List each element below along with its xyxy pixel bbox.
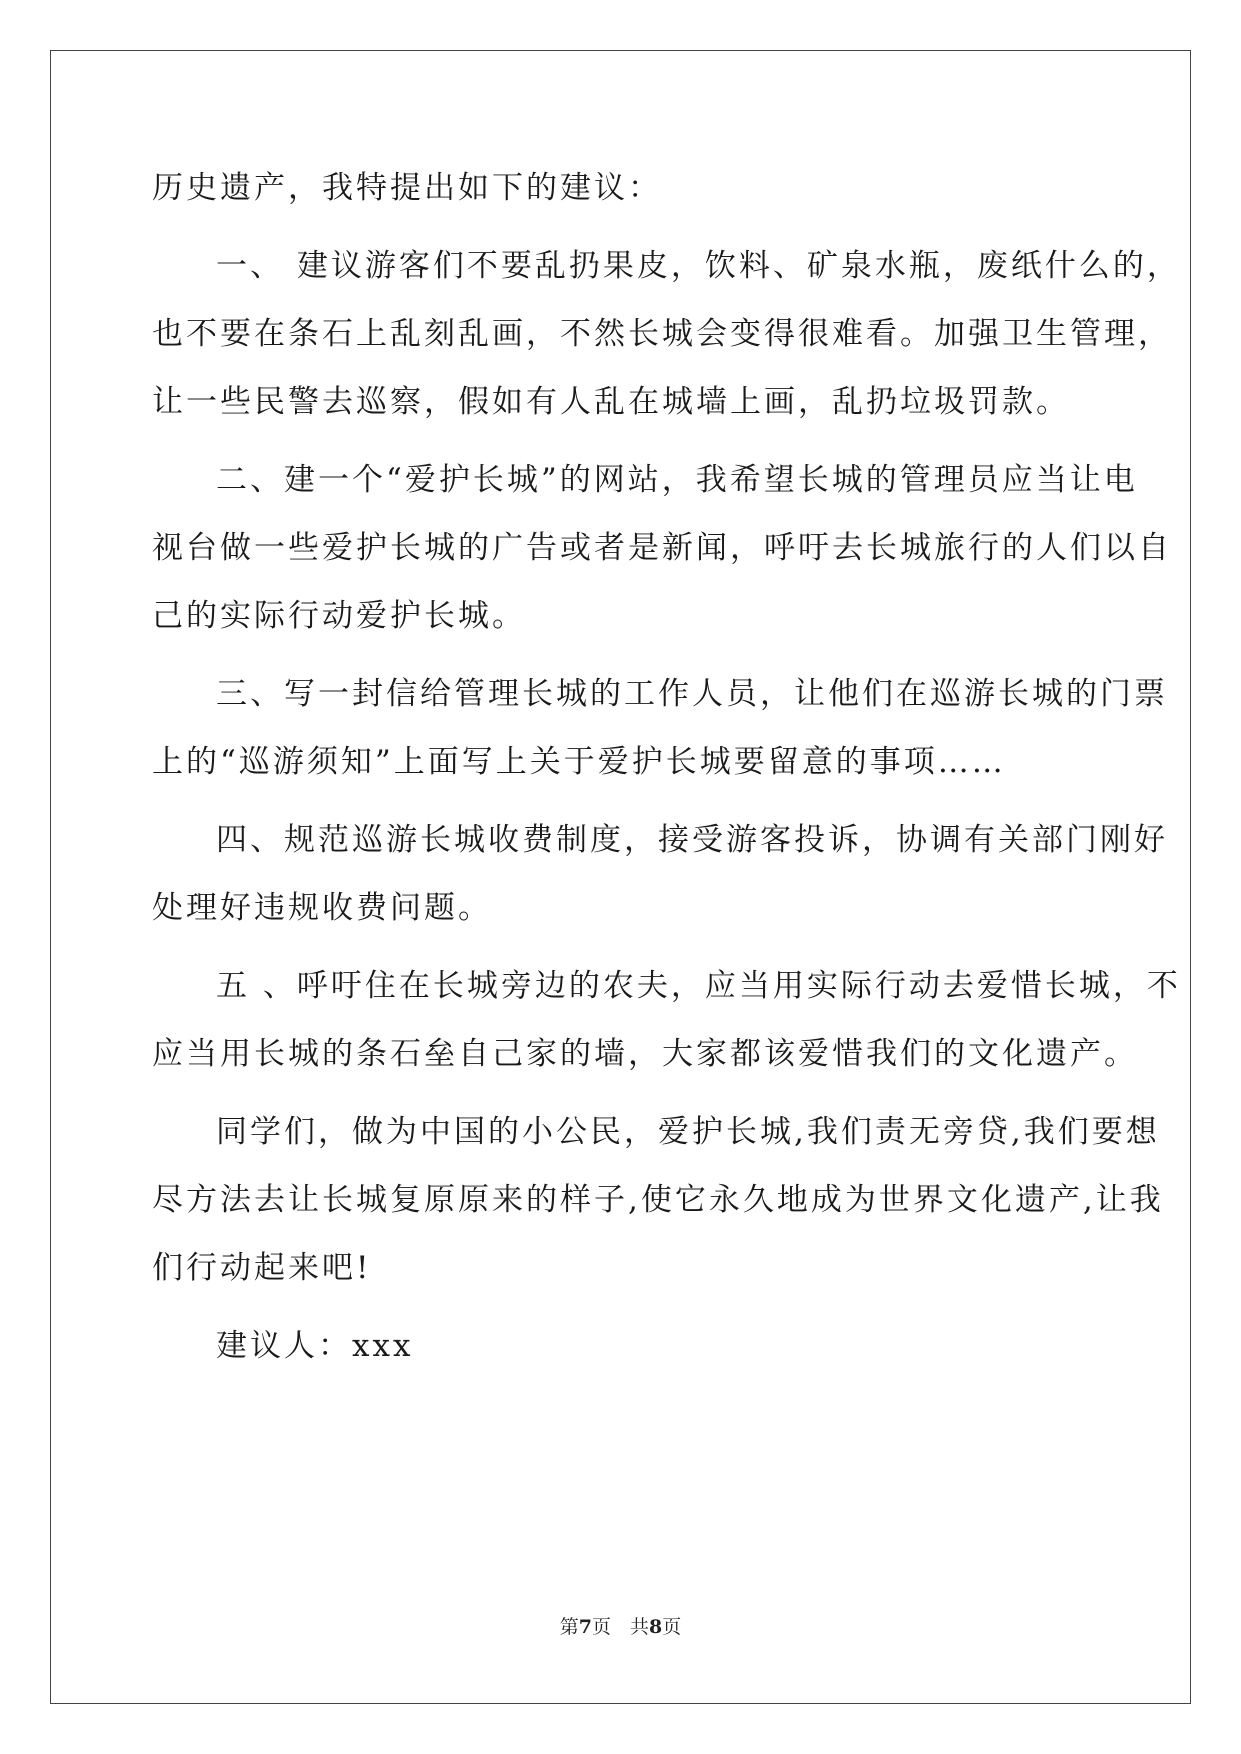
text-line: 处理好违规收费问题。 — [152, 890, 492, 926]
page-total: 8 — [649, 1616, 663, 1638]
text-line: 历史遗产，我特提出如下的建议： — [152, 170, 662, 206]
text-line: 让一些民警去巡察，假如有人乱在城墙上画，乱扔垃圾罚款。 — [152, 384, 1070, 420]
text-line: 四、规范巡游长城收费制度，接受游客投诉，协调有关部门刚好 — [216, 822, 1168, 858]
text-line: 上的“巡游须知”上面写上关于爱护长城要留意的事项…… — [152, 744, 1006, 780]
page-current: 7 — [578, 1616, 592, 1638]
text-line: 同学们，做为中国的小公民，爱护长城,我们责无旁贷,我们要想 — [216, 1114, 1160, 1150]
text-line: 们行动起来吧! — [152, 1250, 372, 1286]
signature-line: 建议人：xxx — [216, 1328, 414, 1364]
text-line: 也不要在条石上乱刻乱画，不然长城会变得很难看。加强卫生管理， — [152, 316, 1172, 352]
page-suffix: 页 — [662, 1616, 682, 1638]
page-prefix: 第 — [559, 1616, 579, 1638]
text-line: 视台做一些爱护长城的广告或者是新闻，呼吁去长城旅行的人们以自 — [152, 530, 1172, 566]
text-line: 己的实际行动爱护长城。 — [152, 598, 526, 634]
page-border — [50, 50, 1191, 1704]
text-line: 五 、呼吁住在长城旁边的农夫，应当用实际行动去爱惜长城，不 — [216, 968, 1181, 1004]
text-line: 一、 建议游客们不要乱扔果皮，饮料、矿泉水瓶，废纸什么的， — [216, 248, 1181, 284]
text-line: 尽方法去让长城复原原来的样子,使它永久地成为世界文化遗产,让我 — [152, 1182, 1164, 1218]
page-number-footer — [0, 1612, 1241, 1639]
text-line: 应当用长城的条石垒自己家的墙，大家都该爱惜我们的文化遗产。 — [152, 1036, 1138, 1072]
text-line: 三、写一封信给管理长城的工作人员，让他们在巡游长城的门票 — [216, 676, 1168, 712]
text-line: 二、建一个“爱护长城”的网站，我希望长城的管理员应当让电 — [216, 462, 1138, 498]
page-mid: 页 共 — [591, 1616, 649, 1638]
